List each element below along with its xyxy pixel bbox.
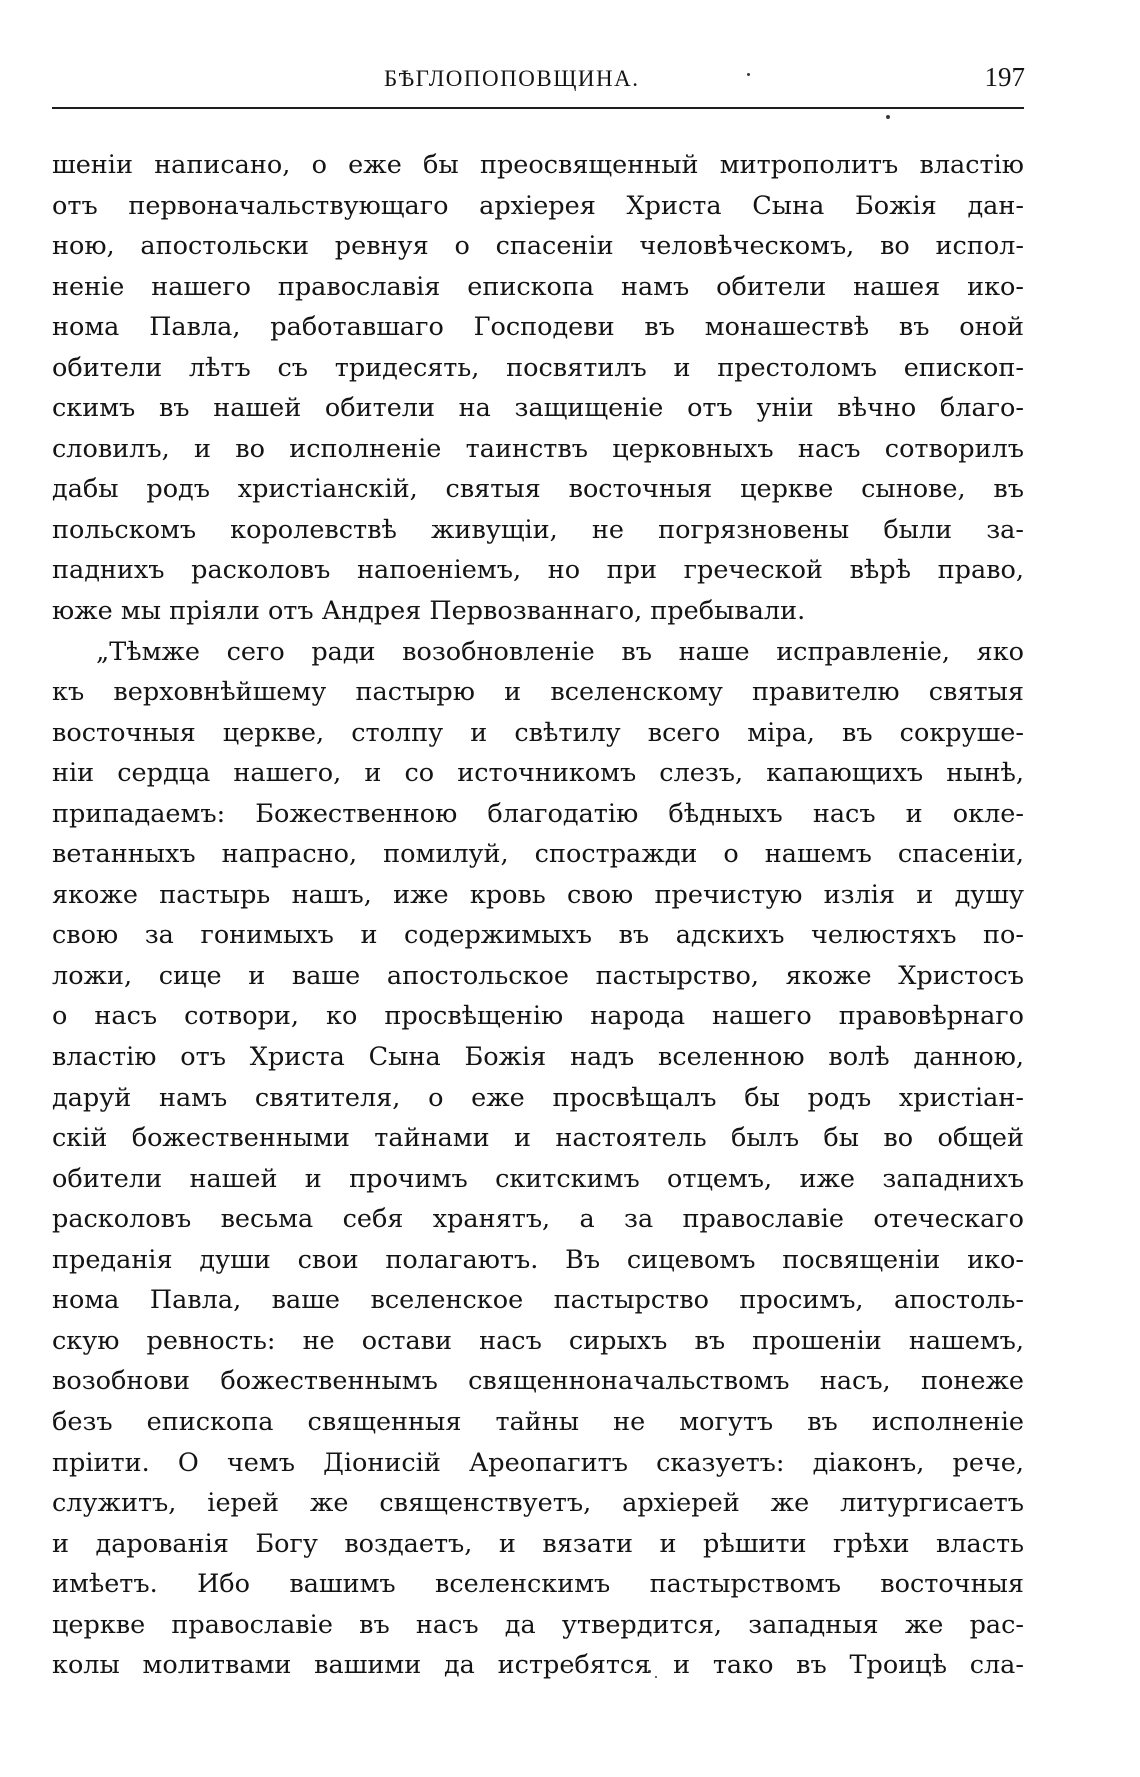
text-line: колы молитвами вашими да истребятся и тако въ Троицѣ сла- [52,1650,1024,1681]
text-line: ною, апостольски ревнуя о спасеніи человѣческомъ, во испол- [52,231,1024,262]
text-line: словилъ, и во исполненіе таинствъ церковныхъ насъ сотворилъ [52,433,1024,464]
text-line: якоже пастырь нашъ, иже кровь свою пречистую излія и душу [52,879,1024,910]
text-line: ніи сердца нашего, и со источникомъ слезъ, капающихъ нынѣ, [52,758,1024,789]
text-line: ветанныхъ напрасно, помилуй, спостражди о нашемъ спасеніи, [52,839,1024,870]
text-line: свою за гонимыхъ и содержимыхъ въ адскихъ челюстяхъ по- [52,920,1024,951]
text-line: нома Павла, работавшаго Господеви въ монашествѣ въ оной [52,312,1024,343]
running-title: БѢГЛОПОПОВЩИНА. [384,66,640,91]
text-line: служитъ, іерей же священствуетъ, архіерей же литургисаетъ [52,1488,1024,1519]
header-rule [52,107,1024,109]
page-number: 197 [984,62,1025,92]
text-line: ложи, сице и ваше апостольское пастырство, якоже Христосъ [52,960,1024,991]
text-line: имѣетъ. Ибо вашимъ вселенскимъ пастырствомъ восточныя [52,1569,1024,1600]
print-speck [747,73,750,76]
text-line: скій божественными тайнами и настоятель былъ бы во общей [52,1123,1024,1154]
text-line: даруй намъ святителя, о еже просвѣщалъ бы родъ христіан- [52,1082,1024,1113]
body-text [52,145,1024,1686]
text-line: отъ первоначальствующаго архіерея Христа Сына Божія дан- [52,190,1024,221]
text-line: къ верховнѣйшему пастырю и вселенскому правителю святыя [52,677,1024,708]
text-line: польскомъ королевствѣ живущіи, не погрязновены были за- [52,514,1024,545]
text-line: нома Павла, ваше вселенское пастырство просимъ, апостоль- [52,1285,1024,1316]
text-line: юже мы пріяли отъ Андрея Первозваннаго, пребывали. [52,596,806,627]
text-line: дабы родъ христіанскій, святыя восточныя церкве сынове, въ [52,474,1024,505]
text-line: расколовъ весьма себя хранятъ, а за православіе отеческаго [52,1204,1024,1235]
text-line: скимъ въ нашей обители на защищеніе отъ уніи вѣчно благо- [52,393,1024,424]
text-line: обители лѣтъ съ тридесять, посвятилъ и престоломъ епископ- [52,352,1024,383]
text-line: церкве православіе въ насъ да утвердится, западныя же рас- [52,1609,1024,1640]
text-line: безъ епископа священныя тайны не могутъ въ исполненіе [52,1406,1024,1437]
text-line: восточныя церкве, столпу и свѣтилу всего міра, въ сокруше- [52,717,1024,748]
text-line: скую ревность: не остави насъ сирыхъ въ прошеніи нашемъ, [52,1325,1024,1356]
text-line: неніе нашего православія епископа намъ обители нашея ико- [52,271,1024,302]
print-speck [886,115,890,119]
text-line: о насъ сотвори, ко просвѣщенію народа нашего правовѣрнаго [52,1001,1024,1032]
running-head [50,62,1025,102]
text-line: обители нашей и прочимъ скитскимъ отцемъ, иже западнихъ [52,1163,1024,1194]
text-line: преданія души свои полагаютъ. Въ сицевомъ посвященіи ико- [52,1244,1024,1275]
text-line: властію отъ Христа Сына Божія надъ вселенною волѣ данною, [52,1042,1024,1073]
text-line: возобнови божественнымъ священноначальствомъ насъ, понеже [52,1366,1024,1397]
text-line: припадаемъ: Божественною благодатію бѣдныхъ насъ и окле- [52,798,1024,829]
text-line: шеніи написано, о еже бы преосвященный митрополитъ властію [52,150,1024,180]
text-line: пріити. О чемъ Діонисій Ареопагитъ сказуетъ: діаконъ, рече, [52,1447,1024,1478]
paragraph-first-line: „Тѣмже сего ради возобновленіе въ наше исправленіе, яко [96,636,1024,667]
text-line: паднихъ расколовъ напоеніемъ, но при греческой вѣрѣ право, [52,555,1024,586]
text-line: и дарованія Богу воздаетъ, и вязати и рѣшити грѣхи власть [52,1528,1024,1559]
